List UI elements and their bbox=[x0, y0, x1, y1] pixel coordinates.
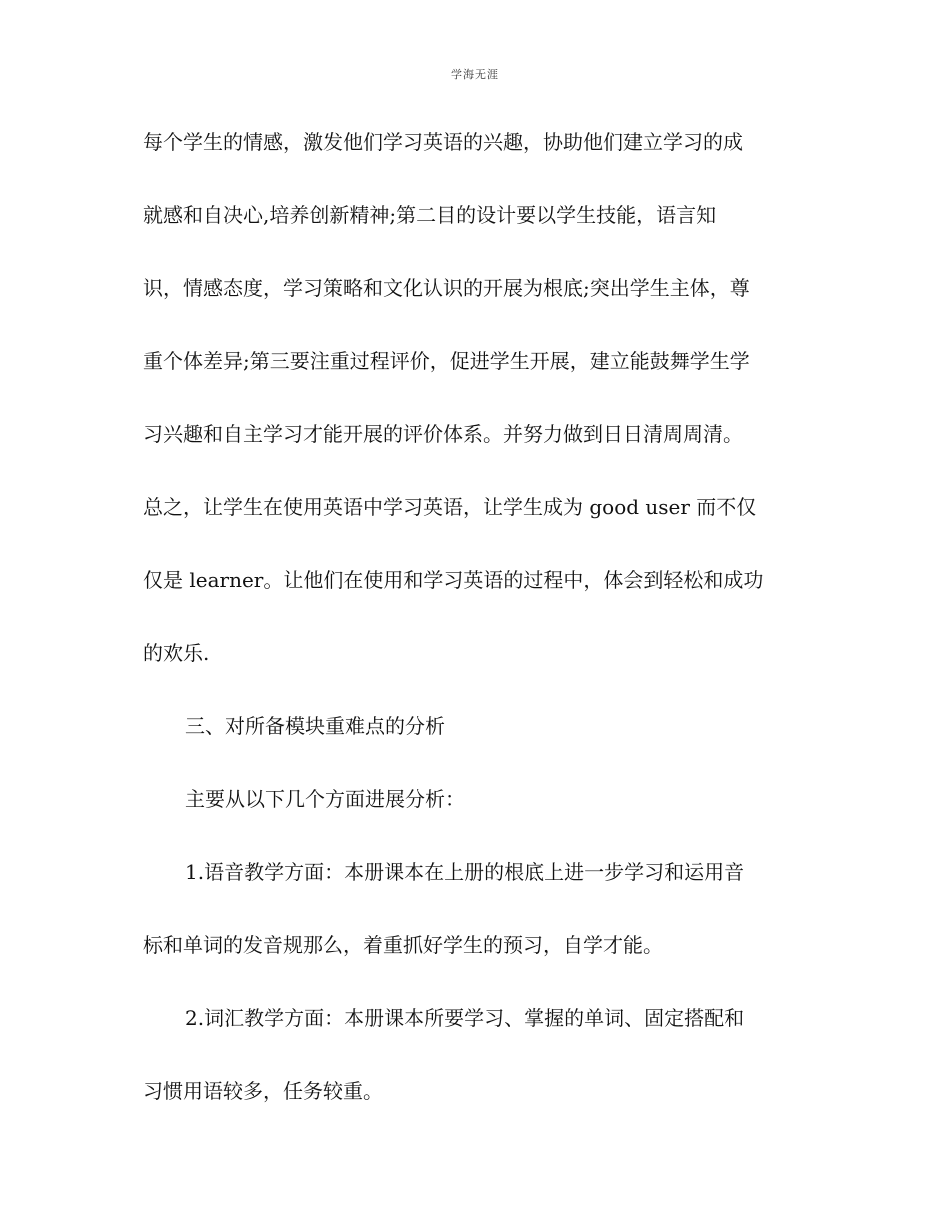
paragraph-line: 习惯用语较多，任务较重。 bbox=[143, 1079, 383, 1103]
running-header: 学海无涯 bbox=[451, 68, 499, 81]
paragraph-line: 就感和自决心,培养创新精神;第二目的设计要以学生技能，语言知 bbox=[143, 203, 717, 227]
section-heading: 三、对所备模块重难点的分析 bbox=[185, 714, 445, 738]
paragraph-line: 仅是 learner。让他们在使用和学习英语的过程中，体会到轻松和成功 bbox=[143, 568, 764, 592]
paragraph-line: 主要从以下几个方面进展分析： bbox=[185, 787, 465, 811]
paragraph-line: 标和单词的发音规那么，着重抓好学生的预习，自学才能。 bbox=[143, 933, 663, 957]
paragraph-line: 的欢乐. bbox=[143, 641, 210, 665]
paragraph-line: 习兴趣和自主学习才能开展的评价体系。并努力做到日日清周周清。 bbox=[143, 422, 743, 446]
paragraph-line: 重个体差异;第三要注重过程评价，促进学生开展，建立能鼓舞学生学 bbox=[143, 349, 750, 373]
paragraph-line: 总之，让学生在使用英语中学习英语，让学生成为 good user 而不仅 bbox=[143, 495, 757, 519]
paragraph-line: 识，情感态度，学习策略和文化认识的开展为根底;突出学生主体，尊 bbox=[143, 276, 750, 300]
list-item-vocabulary: 2.词汇教学方面：本册课本所要学习、掌握的单词、固定搭配和 bbox=[185, 1006, 745, 1030]
list-item-phonetics: 1.语音教学方面：本册课本在上册的根底上进一步学习和运用音 bbox=[185, 860, 745, 884]
paragraph-line: 每个学生的情感，激发他们学习英语的兴趣，协助他们建立学习的成 bbox=[143, 130, 743, 154]
